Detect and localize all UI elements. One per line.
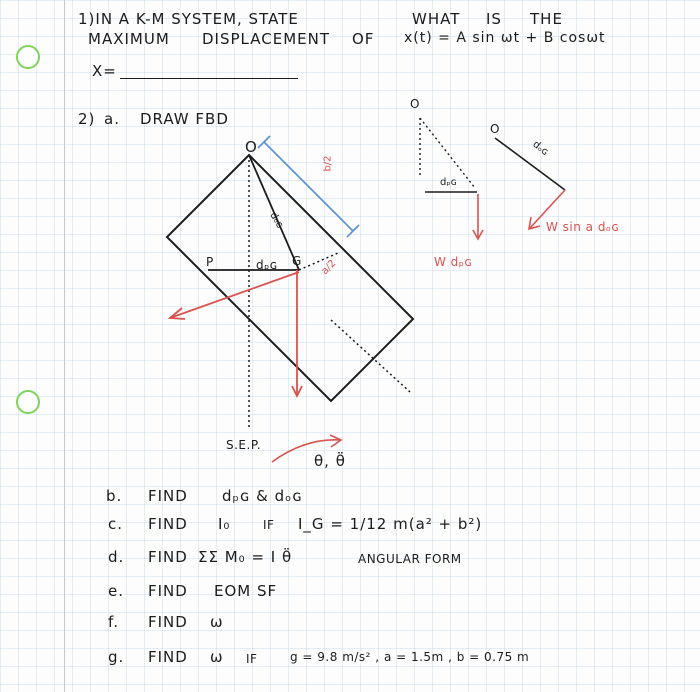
part-e-eom: EOM SF	[214, 582, 278, 600]
q2-heading: DRAW FBD	[140, 110, 229, 128]
part-g-if: IF	[246, 652, 258, 666]
q1-line1-the: THE	[530, 10, 563, 28]
side1-label-o: O	[410, 97, 420, 111]
q2-part-a-letter: a.	[104, 110, 120, 128]
q1-line1-what: WHAT	[412, 10, 461, 28]
q1-line1-is: IS	[486, 10, 502, 28]
part-f-find: FIND	[148, 613, 188, 631]
part-g-letter: g.	[108, 648, 125, 666]
part-c-letter: c.	[108, 515, 124, 533]
part-c-if: IF	[263, 518, 275, 532]
q2-number: 2)	[78, 110, 96, 128]
q1-line2-displacement: DISPLACEMENT	[202, 30, 330, 48]
part-g-find: FIND	[148, 648, 188, 666]
part-d-letter: d.	[108, 548, 125, 566]
label-a-half: a/2	[319, 258, 339, 277]
label-b-half: b/2	[322, 155, 334, 172]
part-b-text: dₚɢ & dₒɢ	[222, 487, 303, 505]
part-c-inertia: I₀	[218, 515, 231, 533]
label-sep: S.E.P.	[226, 438, 262, 452]
label-angles: θ, θ̈	[314, 452, 346, 470]
label-point-g: G	[292, 254, 302, 268]
part-b-find: FIND	[148, 487, 188, 505]
pivot-label-o: O	[245, 138, 258, 156]
part-g-omega: ω	[210, 648, 224, 666]
angular-arc-arrowhead	[330, 435, 341, 447]
q1-line2-maximum: MAXIMUM	[88, 30, 170, 48]
side2-label-o: O	[490, 122, 500, 136]
rectangle-body	[167, 155, 413, 401]
label-d-pg: dₚɢ	[256, 258, 278, 272]
q1-equation: x(t) = A sin ωt + B cosωt	[404, 30, 606, 46]
label-point-p: P	[206, 255, 214, 269]
side2-label-dog: dₒɢ	[530, 139, 551, 158]
q1-answer-prompt: X=	[92, 62, 117, 80]
side2-label-weight: W sin a dₒɢ	[546, 220, 620, 234]
part-d-formula: ΣΣ M₀ = I θ̈	[198, 548, 293, 566]
part-f-letter: f.	[108, 613, 119, 631]
reaction-vector	[170, 272, 299, 318]
part-c-formula: I_G = 1/12 m(a² + b²)	[298, 515, 483, 533]
part-g-values: g = 9.8 m/s² , a = 1.5m , b = 0.75 m	[290, 650, 530, 664]
diagonal-extension-dotted	[331, 320, 410, 392]
side1-label-weight: W dₚɢ	[434, 255, 473, 269]
part-f-omega: ω	[210, 613, 224, 631]
side1-label-dpg: dₚɢ	[440, 177, 457, 188]
part-d-find: FIND	[148, 548, 188, 566]
label-d-og: dₒɢ	[267, 210, 286, 231]
q1-line1-prefix: 1)IN A K-M SYSTEM, STATE	[78, 10, 299, 28]
part-e-find: FIND	[148, 582, 188, 600]
part-b-letter: b.	[106, 487, 123, 505]
q1-line2-of: OF	[352, 30, 375, 48]
part-e-letter: e.	[108, 582, 124, 600]
part-c-find: FIND	[148, 515, 188, 533]
side2-line-og	[495, 138, 565, 190]
part-d-angular-form: ANGULAR FORM	[358, 552, 462, 566]
